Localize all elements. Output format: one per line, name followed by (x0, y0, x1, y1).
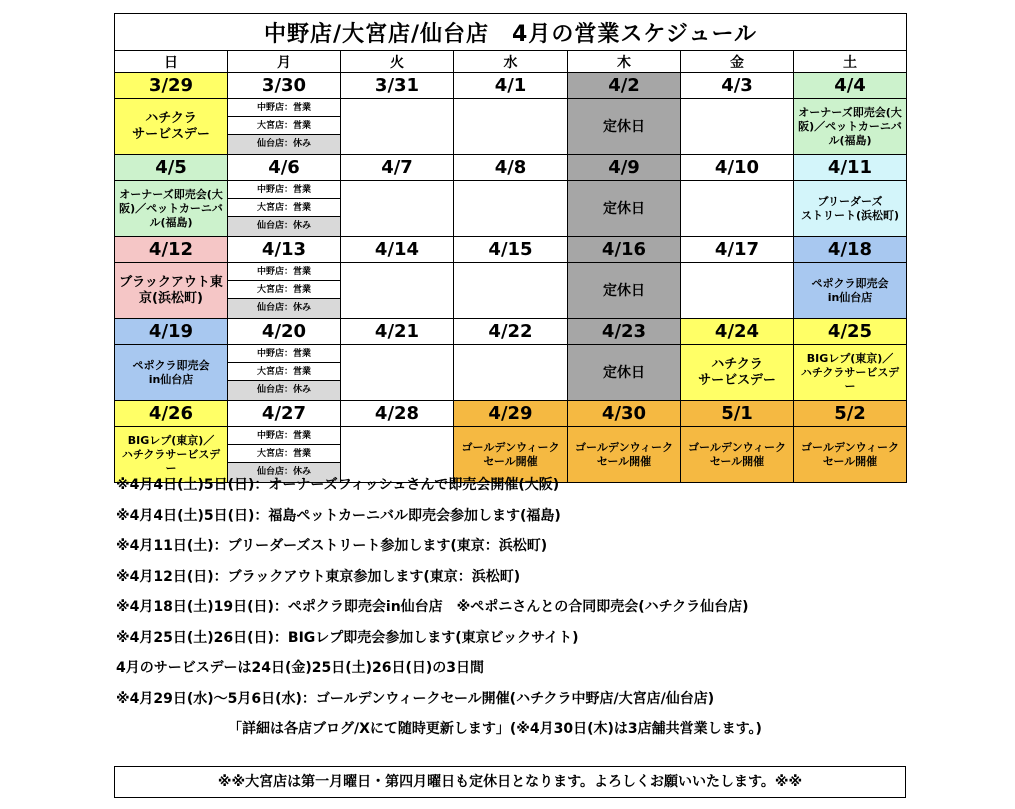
date-cell: 4/17 (681, 237, 794, 263)
page-title: 中野店/大宮店/仙台店 4月の営業スケジュール (115, 14, 907, 51)
store-status-line: 大宮店：営業 (228, 281, 340, 299)
monday-store-status (228, 345, 341, 401)
empty-cell (454, 99, 568, 155)
date-cell: 4/12 (115, 237, 228, 263)
store-status-line: 大宮店：営業 (228, 363, 340, 381)
event-cell: オーナーズ即売会(大阪)／ペットカーニバル(福島) (794, 99, 907, 155)
store-status-line: 中野店：営業 (228, 181, 340, 199)
monday-store-status (228, 263, 341, 319)
date-cell: 4/20 (228, 319, 341, 345)
note: 4月のサービスデーは24日(金)25日(土)26日(日)の3日間 (116, 660, 485, 676)
date-cell: 3/29 (115, 73, 228, 99)
store-status-line: 仙台店：休み (228, 381, 340, 400)
empty-cell (454, 345, 568, 401)
monday-store-status (228, 99, 341, 155)
weekday-tue: 火 (341, 51, 454, 73)
empty-cell (454, 263, 568, 319)
store-status-line: 大宮店：営業 (228, 445, 340, 463)
date-cell: 4/19 (115, 319, 228, 345)
date-cell: 4/11 (794, 155, 907, 181)
empty-cell (681, 99, 794, 155)
weekday-thu: 木 (568, 51, 681, 73)
notes-list (116, 470, 916, 745)
store-status-line: 中野店：営業 (228, 99, 340, 117)
date-cell: 4/25 (794, 319, 907, 345)
empty-cell (681, 181, 794, 237)
event-cell: ペポクラ即売会 in仙台店 (794, 263, 907, 319)
event-cell: ブリーダーズ ストリート(浜松町) (794, 181, 907, 237)
date-cell: 4/23 (568, 319, 681, 345)
event-cell: ハチクラ サービスデー (681, 345, 794, 401)
date-cell: 4/26 (115, 401, 228, 427)
date-cell: 4/8 (454, 155, 568, 181)
weekday-sun: 日 (115, 51, 228, 73)
date-cell: 3/31 (341, 73, 454, 99)
weekday-fri: 金 (681, 51, 794, 73)
store-status-line: 仙台店：休み (228, 217, 340, 236)
empty-cell (341, 99, 454, 155)
note: ※4月11日(土)：ブリーダーズストリート参加します(東京：浜松町) (116, 538, 548, 554)
event-cell: 定休日 (568, 181, 681, 237)
event-cell: ブラックアウト東京(浜松町) (115, 263, 228, 319)
event-cell: ゴールデンウィーク セール開催 (454, 427, 568, 483)
date-cell: 3/30 (228, 73, 341, 99)
date-cell: 4/7 (341, 155, 454, 181)
date-cell: 4/5 (115, 155, 228, 181)
date-cell: 4/1 (454, 73, 568, 99)
date-cell: 4/14 (341, 237, 454, 263)
date-cell: 4/18 (794, 237, 907, 263)
store-status-line: 仙台店：休み (228, 463, 340, 482)
note: ※4月29日(水)～5月6日(水)：ゴールデンウィークセール開催(ハチクラ中野店/大宮店/仙台店) (116, 690, 715, 707)
date-cell: 4/15 (454, 237, 568, 263)
schedule-table (114, 13, 907, 483)
note: ※4月4日(土)5日(日)：福島ペットカーニバル即売会参加します(福島) (116, 507, 561, 524)
note: 「詳細は各店ブログ/Xにて随時更新します」(※4月30日(木)は3店舗共営業します。) (228, 721, 762, 737)
store-status-line: 大宮店：営業 (228, 117, 340, 135)
note: ※4月4日(土)5日(日)：オーナーズフィッシュさんで即売会開催(大阪) (116, 477, 560, 493)
store-status-line: 大宮店：営業 (228, 199, 340, 217)
date-cell: 4/29 (454, 401, 568, 427)
empty-cell (341, 345, 454, 401)
date-cell: 4/9 (568, 155, 681, 181)
date-cell: 5/2 (794, 401, 907, 427)
event-cell: BIGレプ(東京)／ ハチクラサービスデー (115, 427, 228, 483)
date-cell: 4/13 (228, 237, 341, 263)
date-cell: 5/1 (681, 401, 794, 427)
empty-cell (341, 181, 454, 237)
event-cell: ゴールデンウィーク セール開催 (568, 427, 681, 483)
note: ※4月12日(日)：ブラックアウト東京参加します(東京：浜松町) (116, 568, 521, 585)
event-cell: 定休日 (568, 345, 681, 401)
store-status-line: 中野店：営業 (228, 345, 340, 363)
weekday-mon: 月 (228, 51, 341, 73)
empty-cell (681, 263, 794, 319)
weekday-wed: 水 (454, 51, 568, 73)
event-cell: オーナーズ即売会(大阪)／ペットカーニバル(福島) (115, 181, 228, 237)
event-cell: ゴールデンウィーク セール開催 (794, 427, 907, 483)
note: ※4月25日(土)26日(日)：BIGレプ即売会参加します(東京ビックサイト) (116, 629, 579, 646)
event-cell: 定休日 (568, 99, 681, 155)
event-cell: ハチクラ サービスデー (115, 99, 228, 155)
event-cell: ゴールデンウィーク セール開催 (681, 427, 794, 483)
date-cell: 4/4 (794, 73, 907, 99)
date-cell: 4/30 (568, 401, 681, 427)
event-cell: BIGレプ(東京)／ ハチクラサービスデー (794, 345, 907, 401)
date-cell: 4/28 (341, 401, 454, 427)
date-cell: 4/24 (681, 319, 794, 345)
date-cell: 4/22 (454, 319, 568, 345)
event-cell: 定休日 (568, 263, 681, 319)
date-cell: 4/27 (228, 401, 341, 427)
event-cell: ペポクラ即売会 in仙台店 (115, 345, 228, 401)
store-status-line: 仙台店：休み (228, 299, 340, 318)
date-cell: 4/2 (568, 73, 681, 99)
date-cell: 4/3 (681, 73, 794, 99)
empty-cell (454, 181, 568, 237)
weekday-sat: 土 (794, 51, 907, 73)
date-cell: 4/16 (568, 237, 681, 263)
store-status-line: 中野店：営業 (228, 263, 340, 281)
footer-notice: ※※大宮店は第一月曜日・第四月曜日も定休日となります。よろしくお願いいたします。※※ (114, 766, 906, 798)
empty-cell (341, 263, 454, 319)
date-cell: 4/6 (228, 155, 341, 181)
date-cell: 4/21 (341, 319, 454, 345)
note: ※4月18日(土)19日(日)：ペポクラ即売会in仙台店 ※ペポニさんとの合同即売会(ハチクラ仙台店) (116, 599, 749, 615)
monday-store-status (228, 181, 341, 237)
date-cell: 4/10 (681, 155, 794, 181)
store-status-line: 仙台店：休み (228, 135, 340, 154)
store-status-line: 中野店：営業 (228, 427, 340, 445)
